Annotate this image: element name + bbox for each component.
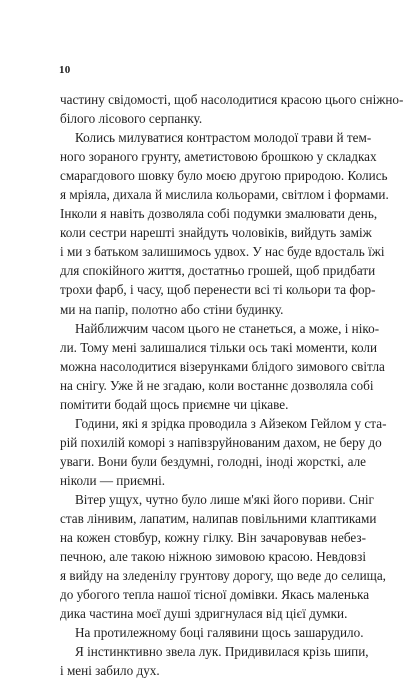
paragraph xyxy=(60,128,389,318)
text-line: дика частина моєї душі здригнулася від цієї думки. xyxy=(60,606,348,622)
text-line: ли. Тому мені залишалися тільки ось такі моменти, коли xyxy=(60,339,378,355)
paragraph xyxy=(60,642,369,680)
text-line: трохи фарб, і часу, щоб перенести всі ті кольори та фор- xyxy=(60,282,376,298)
paragraph xyxy=(60,414,387,490)
text-line: я мріяла, дихала й мислила кольорами, світлом і формами. xyxy=(60,187,389,203)
text-line: Колись милуватися контрастом молодої трави й тем- xyxy=(75,130,372,146)
text-line: рій похилій коморі з напівзруйнованим дахом, не беру до xyxy=(60,434,382,450)
paragraph xyxy=(60,90,404,128)
text-line: На протилежному боці галявини щось зашарудило. xyxy=(75,625,364,641)
text-line: Інколи я навіть дозволяла собі подумки змалювати день, xyxy=(60,206,378,222)
page-number: 10 xyxy=(59,64,71,76)
text-line: ніколи — приємні. xyxy=(60,472,166,488)
text-line: Години, які я зрідка проводила з Айзеком Гейлом у ста- xyxy=(75,415,387,431)
text-line: частину свідомості, щоб насолодитися красою цього сніжно- xyxy=(60,92,404,107)
text-line: уваги. Вони були бездумні, голодні, іноді жорсткі, але xyxy=(60,453,366,469)
text-line: ми на папір, полотно або стіни будинку. xyxy=(60,301,284,317)
text-line: Я інстинктивно звела лук. Придивилася крізь шипи, xyxy=(75,644,369,660)
text-line: коли сестри нарешті знайдуть чоловіків, вийдуть заміж xyxy=(60,225,372,241)
text-line: і мені забило дух. xyxy=(60,663,160,679)
text-line: помітити бодай щось приємне чи цікаве. xyxy=(60,396,289,412)
text-line: смарагдового шовку було моєю другою природою. Колись xyxy=(60,168,388,184)
paragraph xyxy=(60,319,385,414)
text-line: на снігу. Уже й не згадаю, коли востаннє дозволяла собі xyxy=(60,377,374,393)
body-text xyxy=(60,90,404,680)
text-line: для спокійного життя, достатньо грошей, щоб придбати xyxy=(60,263,376,279)
text-line: до убогого тепла нашої тісної домівки. Якась маленька xyxy=(60,587,370,603)
text-line: печною, але такою ніжною зимовою красою. Невдовзі xyxy=(60,549,366,565)
text-line: і ми з батьком залишимось удвох. У нас буде вдосталь їжі xyxy=(60,244,385,260)
text-line: на кожен стовбур, кожну гілку. Він зачаровував небез- xyxy=(60,530,366,546)
text-line: Найближчим часом цього не станеться, а може, і ніко- xyxy=(75,320,380,336)
text-line: Вітер ущух, чутно було лише м'які його пориви. Сніг xyxy=(75,491,374,507)
paragraph xyxy=(60,623,366,642)
text-line: ного зораного грунту, аметистовою брошкою у складках xyxy=(60,149,377,165)
text-line: став лінивим, лапатим, налипав повільними клаптиками xyxy=(60,511,377,527)
paragraph xyxy=(60,490,386,623)
text-line: білого лісового серпанку. xyxy=(60,111,203,127)
text-line: я вийду на зледенілу грунтову дорогу, що веде до селища, xyxy=(60,568,386,584)
text-line: можна насолодитися візерунками блідого зимового світла xyxy=(60,358,385,374)
